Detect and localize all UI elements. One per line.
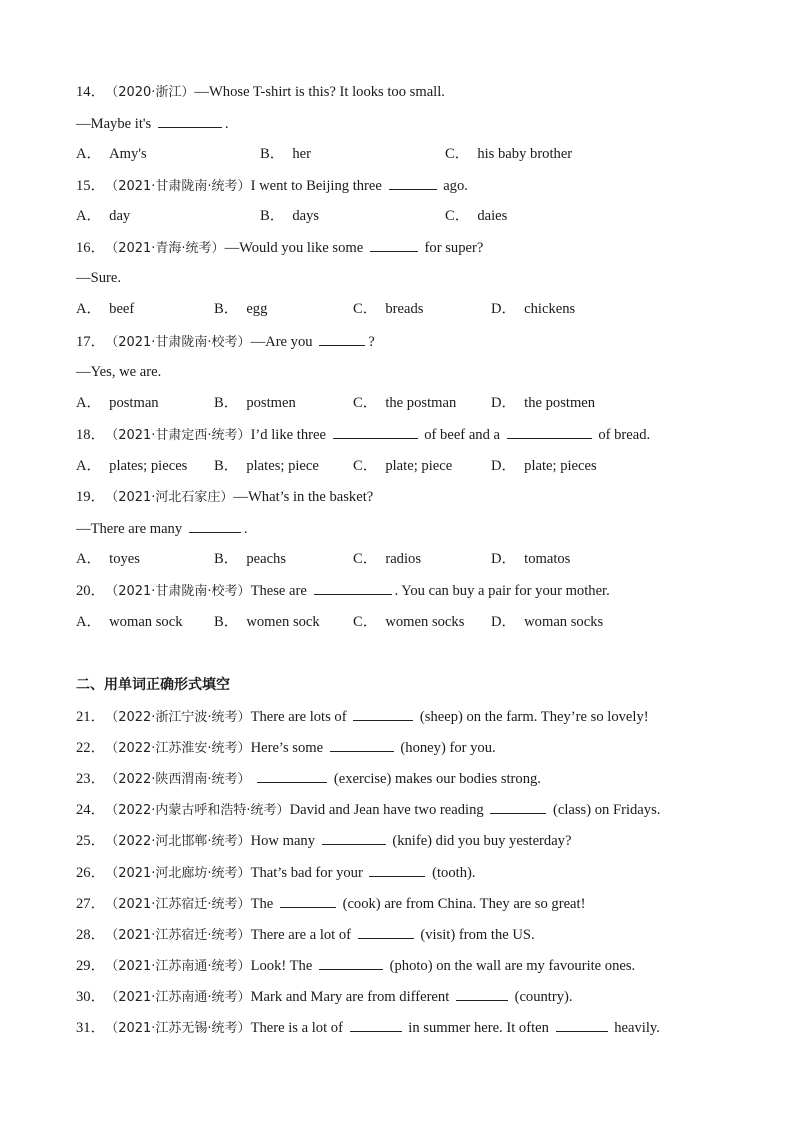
question-number: 28．	[76, 927, 106, 943]
question-source: （2021·江苏南通·统考）	[105, 990, 251, 1005]
option-text: day	[109, 208, 131, 224]
option-letter: A．	[76, 458, 102, 474]
option-text: breads	[385, 301, 424, 317]
question-22	[76, 737, 496, 757]
question-19-line2	[76, 518, 247, 538]
question-text: of beef and a	[424, 427, 501, 443]
question-text: Mark and Mary are from different	[250, 989, 450, 1005]
option-c[interactable]	[353, 612, 464, 632]
question-text: How many	[250, 833, 316, 849]
option-b[interactable]	[214, 456, 319, 476]
question-21	[76, 706, 649, 726]
option-text: his baby brother	[477, 146, 573, 162]
answer-blank[interactable]	[158, 113, 222, 128]
option-c[interactable]	[353, 549, 421, 569]
question-29	[76, 955, 635, 975]
option-c[interactable]	[353, 393, 456, 413]
option-text: peachs	[246, 551, 287, 567]
question-26	[76, 862, 476, 882]
question-text: These are	[250, 583, 307, 599]
option-text: Amy's	[109, 146, 147, 162]
question-text: in summer here. It often	[408, 1020, 549, 1036]
question-source: （2022·河北邯郸·统考）	[105, 834, 251, 849]
question-source: （2021·江苏南通·统考）	[105, 959, 251, 974]
option-text: woman socks	[524, 614, 604, 630]
question-number: 19．	[76, 489, 106, 505]
question-text: (tooth).	[432, 865, 476, 881]
section-heading: 二、用单词正确形式填空	[76, 677, 230, 693]
question-text: ago.	[443, 178, 468, 194]
question-text: There are a lot of	[250, 927, 352, 943]
question-text: for super?	[424, 240, 484, 256]
question-source: （2021·甘肃陇南·校考）	[105, 335, 251, 350]
question-source: （2021·河北廊坊·统考）	[105, 866, 251, 881]
question-text: David and Jean have two reading	[289, 802, 484, 818]
question-text: .	[224, 116, 229, 132]
question-text: —Would you like some	[224, 240, 364, 256]
option-text: women socks	[385, 614, 465, 630]
option-b[interactable]	[214, 549, 286, 569]
option-letter: C．	[353, 551, 378, 567]
answer-blank[interactable]	[189, 518, 241, 533]
option-text: postman	[109, 395, 159, 411]
option-letter: D．	[491, 301, 517, 317]
option-b[interactable]	[260, 206, 319, 226]
option-b[interactable]	[260, 144, 311, 164]
question-text: (exercise) makes our bodies strong.	[333, 771, 541, 787]
option-letter: A．	[76, 146, 102, 162]
answer-blank[interactable]	[389, 175, 437, 190]
question-text: (photo) on the wall are my favourite ones.	[389, 958, 636, 974]
option-text: daies	[477, 208, 508, 224]
question-number: 18．	[76, 427, 106, 443]
question-number: 30．	[76, 989, 106, 1005]
option-letter: C．	[353, 614, 378, 630]
answer-blank[interactable]	[314, 580, 392, 595]
option-text: her	[292, 146, 311, 162]
option-c[interactable]	[445, 144, 572, 164]
question-16	[76, 237, 483, 257]
option-d[interactable]	[491, 456, 597, 476]
question-text: (country).	[514, 989, 573, 1005]
question-20	[76, 580, 610, 600]
option-text: egg	[246, 301, 268, 317]
option-text: chickens	[524, 301, 576, 317]
option-text: plate; piece	[385, 458, 453, 474]
option-letter: C．	[445, 208, 470, 224]
answer-blank[interactable]	[330, 737, 394, 752]
question-27	[76, 893, 585, 913]
question-31	[76, 1017, 660, 1037]
answer-blank[interactable]	[257, 768, 327, 783]
question-text: The	[250, 896, 274, 912]
question-text: . You can buy a pair for your mother.	[394, 583, 610, 599]
answer-blank[interactable]	[333, 424, 418, 439]
option-letter: B．	[260, 146, 285, 162]
answer-blank[interactable]	[358, 924, 414, 939]
answer-blank[interactable]	[456, 986, 508, 1001]
answer-blank[interactable]	[350, 1017, 402, 1032]
question-text: —Are you	[250, 334, 313, 350]
question-number: 22．	[76, 740, 106, 756]
question-25	[76, 830, 571, 850]
answer-blank[interactable]	[353, 706, 413, 721]
question-source: （2021·甘肃陇南·校考）	[105, 584, 251, 599]
option-letter: A．	[76, 301, 102, 317]
option-d[interactable]	[491, 612, 603, 632]
question-text: —Yes, we are.	[76, 364, 162, 380]
answer-blank[interactable]	[370, 237, 418, 252]
question-source: （2021·河北石家庄）	[105, 490, 234, 505]
option-letter: A．	[76, 614, 102, 630]
option-text: plates; pieces	[109, 458, 188, 474]
question-number: 24．	[76, 802, 106, 818]
question-text: of bread.	[598, 427, 651, 443]
question-text: .	[243, 521, 248, 537]
question-text: —Maybe it's	[76, 116, 152, 132]
option-text: beef	[109, 301, 135, 317]
option-text: days	[292, 208, 320, 224]
question-text: (honey) for you.	[400, 740, 496, 756]
question-source: （2021·青海·统考）	[105, 241, 225, 256]
question-16-line2	[76, 268, 121, 288]
question-number: 23．	[76, 771, 106, 787]
option-c[interactable]	[445, 206, 507, 226]
option-letter: B．	[214, 395, 239, 411]
option-letter: B．	[214, 614, 239, 630]
option-letter: A．	[76, 208, 102, 224]
question-source: （2021·江苏宿迁·统考）	[105, 928, 251, 943]
option-a[interactable]	[76, 549, 140, 569]
option-letter: B．	[214, 458, 239, 474]
question-source: （2020·浙江）	[105, 85, 195, 100]
question-source: （2022·陕西渭南·统考）	[105, 772, 251, 787]
question-30	[76, 986, 573, 1006]
question-text: (class) on Fridays.	[552, 802, 661, 818]
option-d[interactable]	[491, 299, 575, 319]
option-letter: B．	[214, 551, 239, 567]
question-number: 25．	[76, 833, 106, 849]
question-number: 29．	[76, 958, 106, 974]
question-text: Look! The	[250, 958, 313, 974]
question-number: 17．	[76, 334, 106, 350]
question-text: That’s bad for your	[250, 865, 363, 881]
option-b[interactable]	[214, 299, 267, 319]
question-number: 15．	[76, 178, 106, 194]
option-letter: D．	[491, 458, 517, 474]
question-text: (knife) did you buy yesterday?	[392, 833, 572, 849]
question-17-line2	[76, 362, 161, 382]
option-letter: C．	[353, 458, 378, 474]
option-text: the postman	[385, 395, 457, 411]
question-24	[76, 799, 660, 819]
option-letter: D．	[491, 395, 517, 411]
option-text: the postmen	[524, 395, 596, 411]
option-a[interactable]	[76, 299, 134, 319]
answer-blank[interactable]	[319, 955, 383, 970]
question-17	[76, 331, 375, 351]
question-source: （2022·浙江宁波·统考）	[105, 710, 251, 725]
question-text: (sheep) on the farm. They’re so lovely!	[419, 709, 649, 725]
option-letter: C．	[353, 301, 378, 317]
question-text: —What’s in the basket?	[233, 489, 374, 505]
question-text: Here’s some	[250, 740, 324, 756]
question-number: 21．	[76, 709, 106, 725]
question-text: —Sure.	[76, 270, 121, 286]
question-23	[76, 768, 541, 788]
question-number: 14．	[76, 84, 106, 100]
question-18	[76, 424, 650, 444]
question-text: (visit) from the US.	[420, 927, 535, 943]
option-text: women sock	[246, 614, 320, 630]
option-letter: D．	[491, 614, 517, 630]
question-number: 26．	[76, 865, 106, 881]
question-number: 16．	[76, 240, 106, 256]
question-text: (cook) are from China. They are so great!	[342, 896, 586, 912]
answer-blank[interactable]	[490, 799, 546, 814]
question-15	[76, 175, 468, 195]
question-text: —There are many	[76, 521, 183, 537]
option-a[interactable]	[76, 393, 159, 413]
question-text: I’d like three	[250, 427, 326, 443]
option-a[interactable]	[76, 456, 187, 476]
question-text: ?	[368, 334, 375, 350]
option-c[interactable]	[353, 456, 452, 476]
question-14-line2	[76, 113, 229, 133]
question-14	[76, 82, 445, 102]
answer-blank[interactable]	[507, 424, 592, 439]
question-number: 27．	[76, 896, 106, 912]
question-text: I went to Beijing three	[250, 178, 382, 194]
question-source: （2021·江苏宿迁·统考）	[105, 897, 251, 912]
option-letter: C．	[445, 146, 470, 162]
answer-blank[interactable]	[369, 862, 425, 877]
answer-blank[interactable]	[322, 830, 386, 845]
question-text: There is a lot of	[250, 1020, 343, 1036]
option-letter: C．	[353, 395, 378, 411]
question-text: There are lots of	[250, 709, 347, 725]
answer-blank[interactable]	[319, 331, 365, 346]
option-text: plate; pieces	[524, 458, 597, 474]
option-letter: A．	[76, 551, 102, 567]
option-letter: A．	[76, 395, 102, 411]
option-text: woman sock	[109, 614, 183, 630]
option-text: tomatos	[524, 551, 571, 567]
option-a[interactable]	[76, 206, 130, 226]
option-letter: B．	[214, 301, 239, 317]
option-letter: B．	[260, 208, 285, 224]
question-number: 31．	[76, 1020, 106, 1036]
question-source: （2022·江苏淮安·统考）	[105, 741, 251, 756]
option-b[interactable]	[214, 612, 320, 632]
question-source: （2021·江苏无锡·统考）	[105, 1021, 251, 1036]
question-28	[76, 924, 535, 944]
question-number: 20．	[76, 583, 106, 599]
option-c[interactable]	[353, 299, 423, 319]
answer-blank[interactable]	[280, 893, 336, 908]
option-text: postmen	[246, 395, 296, 411]
answer-blank[interactable]	[556, 1017, 608, 1032]
question-text: heavily.	[614, 1020, 660, 1036]
option-d[interactable]	[491, 549, 570, 569]
question-source: （2021·甘肃陇南·统考）	[105, 179, 251, 194]
question-text: —Whose T-shirt is this? It looks too small.	[194, 84, 445, 100]
option-a[interactable]	[76, 612, 183, 632]
option-b[interactable]	[214, 393, 296, 413]
question-source: （2022·内蒙古呼和浩特·统考）	[105, 803, 290, 818]
question-19	[76, 487, 373, 507]
option-text: radios	[385, 551, 421, 567]
option-letter: D．	[491, 551, 517, 567]
option-a[interactable]	[76, 144, 147, 164]
option-text: toyes	[109, 551, 140, 567]
option-d[interactable]	[491, 393, 595, 413]
question-source: （2021·甘肃定西·统考）	[105, 428, 251, 443]
option-text: plates; piece	[246, 458, 319, 474]
